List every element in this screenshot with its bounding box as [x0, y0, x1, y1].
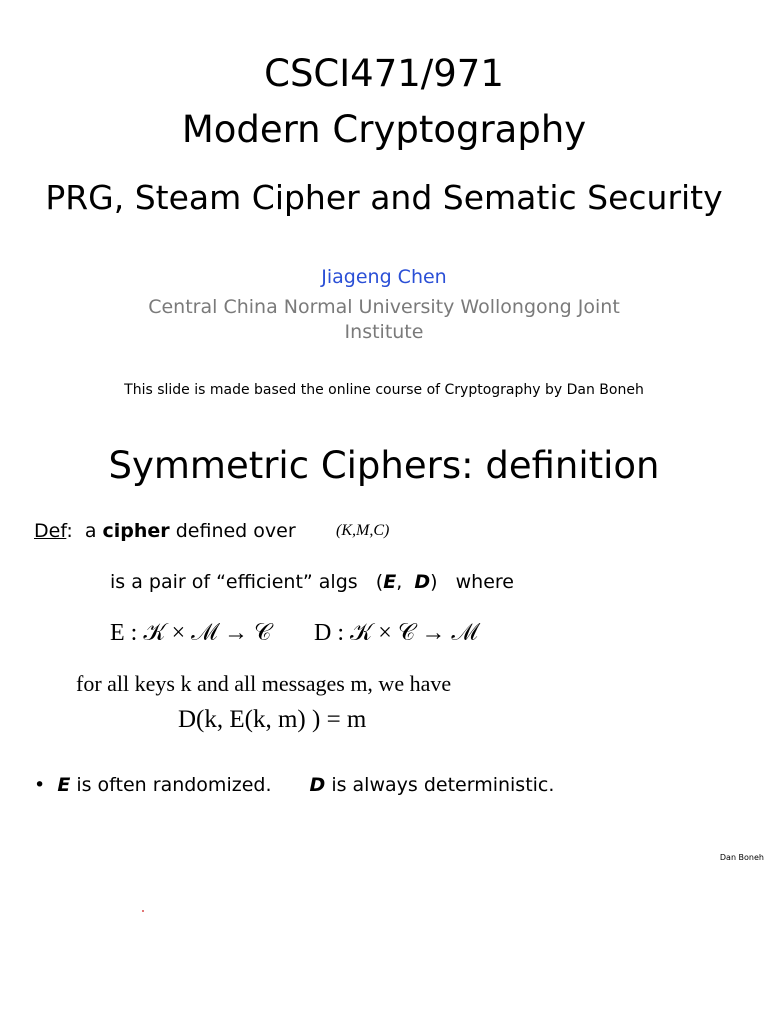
forall-statement: for all keys k and all messages m, we have [76, 671, 452, 696]
lecture-title: PRG, Steam Cipher and Sematic Security [45, 178, 723, 217]
bullet-D: D [309, 774, 326, 796]
affiliation-line-1: Central China Normal University Wollongong Joint [148, 296, 620, 318]
def-post: defined over [169, 520, 296, 542]
definition-line [34, 520, 296, 542]
footer-author: Dan Boneh [719, 853, 764, 862]
bullet-E: E [57, 774, 71, 796]
def-sets: (K,M,C) [336, 522, 390, 539]
course-title: Modern Cryptography [181, 108, 587, 151]
def-label: Def [34, 520, 67, 542]
def-colon: : [66, 520, 73, 542]
decryption-signature: D : 𝒦 × 𝒞 → ℳ [314, 620, 479, 646]
pair-D: D [414, 571, 431, 593]
affiliation-line-2: Institute [344, 321, 424, 343]
bullet-E-text: is often randomized. [70, 774, 272, 796]
stray-mark [142, 910, 144, 912]
pair-post: ) where [430, 571, 514, 593]
pair-E: E [383, 571, 397, 593]
pair-pre: is a pair of “efficient” algs ( [110, 571, 384, 593]
pair-comma: , [396, 571, 415, 593]
bullet-D-text: is always deterministic. [325, 774, 555, 796]
encryption-signature: E : 𝒦 × ℳ → 𝒞 [110, 620, 272, 646]
def-pre: a [72, 520, 103, 542]
pair-line [110, 571, 514, 593]
course-code: CSCI471/971 [264, 52, 504, 95]
bullet-item [34, 774, 554, 796]
def-term: cipher [102, 520, 170, 542]
author-name: Jiageng Chen [321, 266, 447, 288]
bullet-marker: • [34, 774, 46, 796]
credit-note: This slide is made based the online course of Cryptography by Dan Boneh [124, 382, 644, 398]
slide-title: Symmetric Ciphers: definition [108, 444, 660, 487]
correctness-equation: D(k, E(k, m) ) = m [178, 706, 367, 733]
